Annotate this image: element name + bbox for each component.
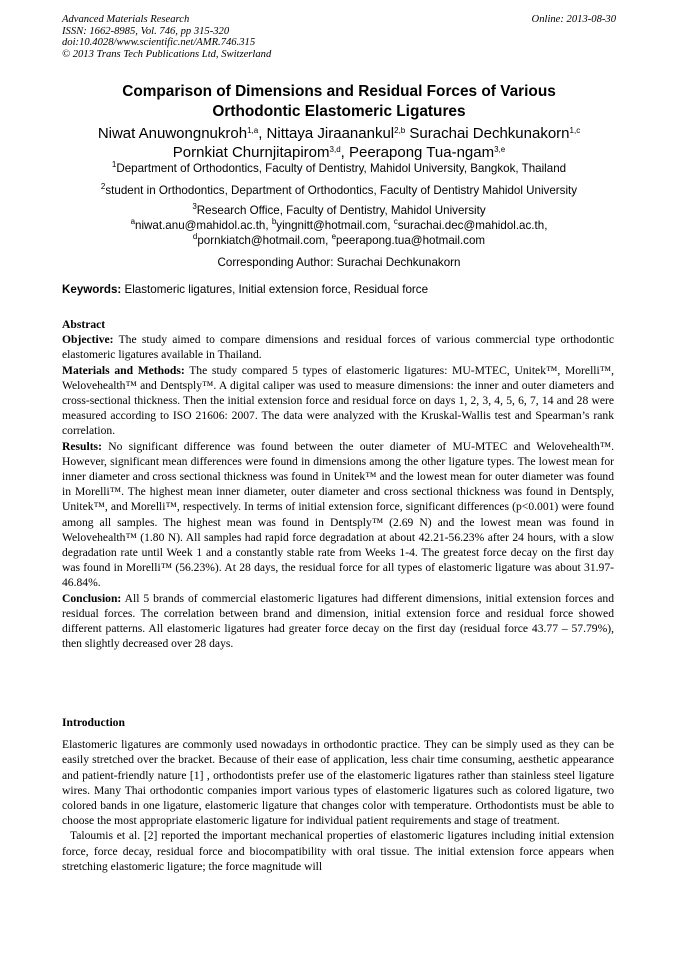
author-name: Nittaya Jiraanankul [266,125,395,142]
methods-text: The study compared 5 types of elastomeric ligatures: MU-MTEC, Unitek™, Morelli™, Welovehealth™ and Dentsply™. A digital caliper was used to measure dimensions: the inner and outer diameters and cross-sectional thickness. Then the initial extension force and residual force on days 1, 2, 3, 4, 5, 6, 7, 14 and 28 were measured according to ISO 21606: 2007. The data were analyzed with the Kruskal-Wallis test and Spearman’s rank correlation. [62,363,614,438]
methods-label: Materials and Methods: [62,363,185,377]
objective-label: Objective: [62,333,114,347]
affiliation-sup: 1 [111,160,117,169]
abstract-objective [62,332,614,362]
paper-title [40,82,638,122]
keywords-label: Keywords: [62,283,122,296]
author-name: Niwat Anuwongnukroh [97,125,248,142]
abstract-methods [62,363,614,439]
introduction-heading: Introduction [62,716,125,729]
email-line-2 [40,233,638,248]
email: pornkiatch@hotmail.com, [197,234,332,247]
email-sup: d [192,232,198,241]
copyright: © 2013 Trans Tech Publications Ltd, Switzerland [62,48,272,60]
affiliation-3 [40,203,638,218]
email: surachai.dec@mahidol.ac.th, [397,219,548,232]
author-sup: 2,b [394,126,406,135]
abstract-section [62,317,614,651]
introduction-section [62,715,614,874]
keywords-text: Elastomeric ligatures, Initial extension force, Residual force [121,283,429,296]
author-name: Surachai Dechkunakorn [409,125,570,142]
email-sup: a [130,217,136,226]
email-line-1 [40,218,638,233]
affiliation-text: Research Office, Faculty of Dentistry, Mahidol University [196,204,486,217]
abstract-conclusion [62,591,614,652]
conclusion-text: All 5 brands of commercial elastomeric ligatures had different dimensions, initial extension forces and residual forces. The correlation between brand and dimension, initial extension force and residual force showed different patterns. All elastomeric ligatures had greater force decay on the first day (residual force 43.77 – 57.79%), then slightly decreased over 28 days. [62,591,614,651]
objective-text: The study aimed to compare dimensions and residual forces of various commercial type orthodontic elastomeric ligatures available in Thailand. [62,333,614,362]
title-line-2: Orthodontic Elastomeric Ligatures [212,103,466,120]
email-sup: c [393,217,398,226]
author-name: Pornkiat Churnjitapirom [172,144,330,161]
email: yingnitt@hotmail.com, [276,219,394,232]
email: peerapong.tua@hotmail.com [336,234,486,247]
affiliation-text: Department of Orthodontics, Faculty of Dentistry, Mahidol University, Bangkok, Thailand [116,162,567,175]
affiliation-text: student in Orthodontics, Department of Orthodontics, Faculty of Dentistry Mahidol University [105,184,578,197]
journal-name: Advanced Materials Research [62,14,190,25]
corresponding-author: Corresponding Author: Surachai Dechkunakorn [217,256,461,269]
email: niwat.anu@mahidol.ac.th, [135,219,272,232]
author-sup: 3,d [329,145,341,154]
affiliation-1 [40,161,638,176]
author-sup: 1,c [569,126,581,135]
introduction-paragraph-1: Elastomeric ligatures are commonly used nowadays in orthodontic practice. They can be simply used as they can be easily stretched over the bracket. Because of their ease of application, less chair time consuming, aesthetic appearance and patient-friendly nature [1] , orthodontists prefer use of the elastomeric ligatures rather than stainless steel ligature wires. Many Thai orthodontic companies import various types of elastomeric ligatures such as colored ligature, two colored bands in one ligature, elastomeric ligature that changes color with temperature. Orthodontists must be able to choose the most appropriate elastomeric ligature for individual patient requirements and stage of treatment. [62,738,614,828]
keywords [62,283,428,296]
results-text: No significant difference was found between the outer diameter of MU-MTEC and Welovehealth™. However, significant mean differences were found in dimensions among the other ligature types. The lowest mean for inner diameter and cross sectional thickness was found in Unitek™ and the lowest mean for outer diameter was found in Morelli™. The highest mean inner diameter, outer diameter and cross sectional thickness was found in Dentsply, Unitek™, and Morelli™, respectively. In terms of initial extension force, significant differences (p<0.001) were found among all samples. The highest mean was found in Dentsply™ (2.69 N) and the lowest mean was found in Welovehealth™ (1.80 N). All samples had rapid force degradation at about 42.21-56.23% after 24 hours, with a slow degradation rate until Week 1 and a constantly stable rate from Weeks 1-4. The greatest force decay on the first day was found in Morelli™ (56.23%). At 28 days, the residual force for all types of elastomeric ligature was about 31.97-46.84%. [62,439,614,590]
journal-header [62,14,271,60]
abstract-heading: Abstract [62,318,106,331]
issn: ISSN: 1662-8985, Vol. 746, pp 315-320 [62,25,230,37]
affiliation-sup: 3 [192,202,197,211]
abstract-results [62,439,614,591]
affiliation-sup: 2 [100,182,106,191]
author-list: Niwat Anuwongnukroh$^{1,a}$, Nittaya Jiraanankul$^{2,b}$ Surachai Dechkunakorn$^{1,c}$ Pornkiat Churnjitapirom$^{3,d}$, Peerapong Tua-ngam$^{3,e}$ [97,125,581,161]
author-name: Peerapong Tua-ngam [348,144,495,161]
title-line-1: Comparison of Dimensions and Residual Forces of Various [122,83,556,100]
email-sup: e [331,232,337,241]
conclusion-label: Conclusion: [62,591,122,605]
affiliation-2 [40,183,638,198]
author-sup: 3,e [494,145,506,154]
author-sup: 1,a [247,126,259,135]
doi: doi:10.4028/www.scientific.net/AMR.746.315 [62,37,256,49]
results-label: Results: [62,439,102,453]
introduction-paragraph-2: Taloumis et al. [2] reported the important mechanical properties of elastomeric ligatures including initial extension force, force decay, residual force and biocompatibility with oral tissue. The initial extension force appears when stretching elastomeric ligature; the force magnitude will [62,829,614,873]
online-date: Online: 2013-08-30 [531,14,616,25]
email-sup: b [271,217,277,226]
